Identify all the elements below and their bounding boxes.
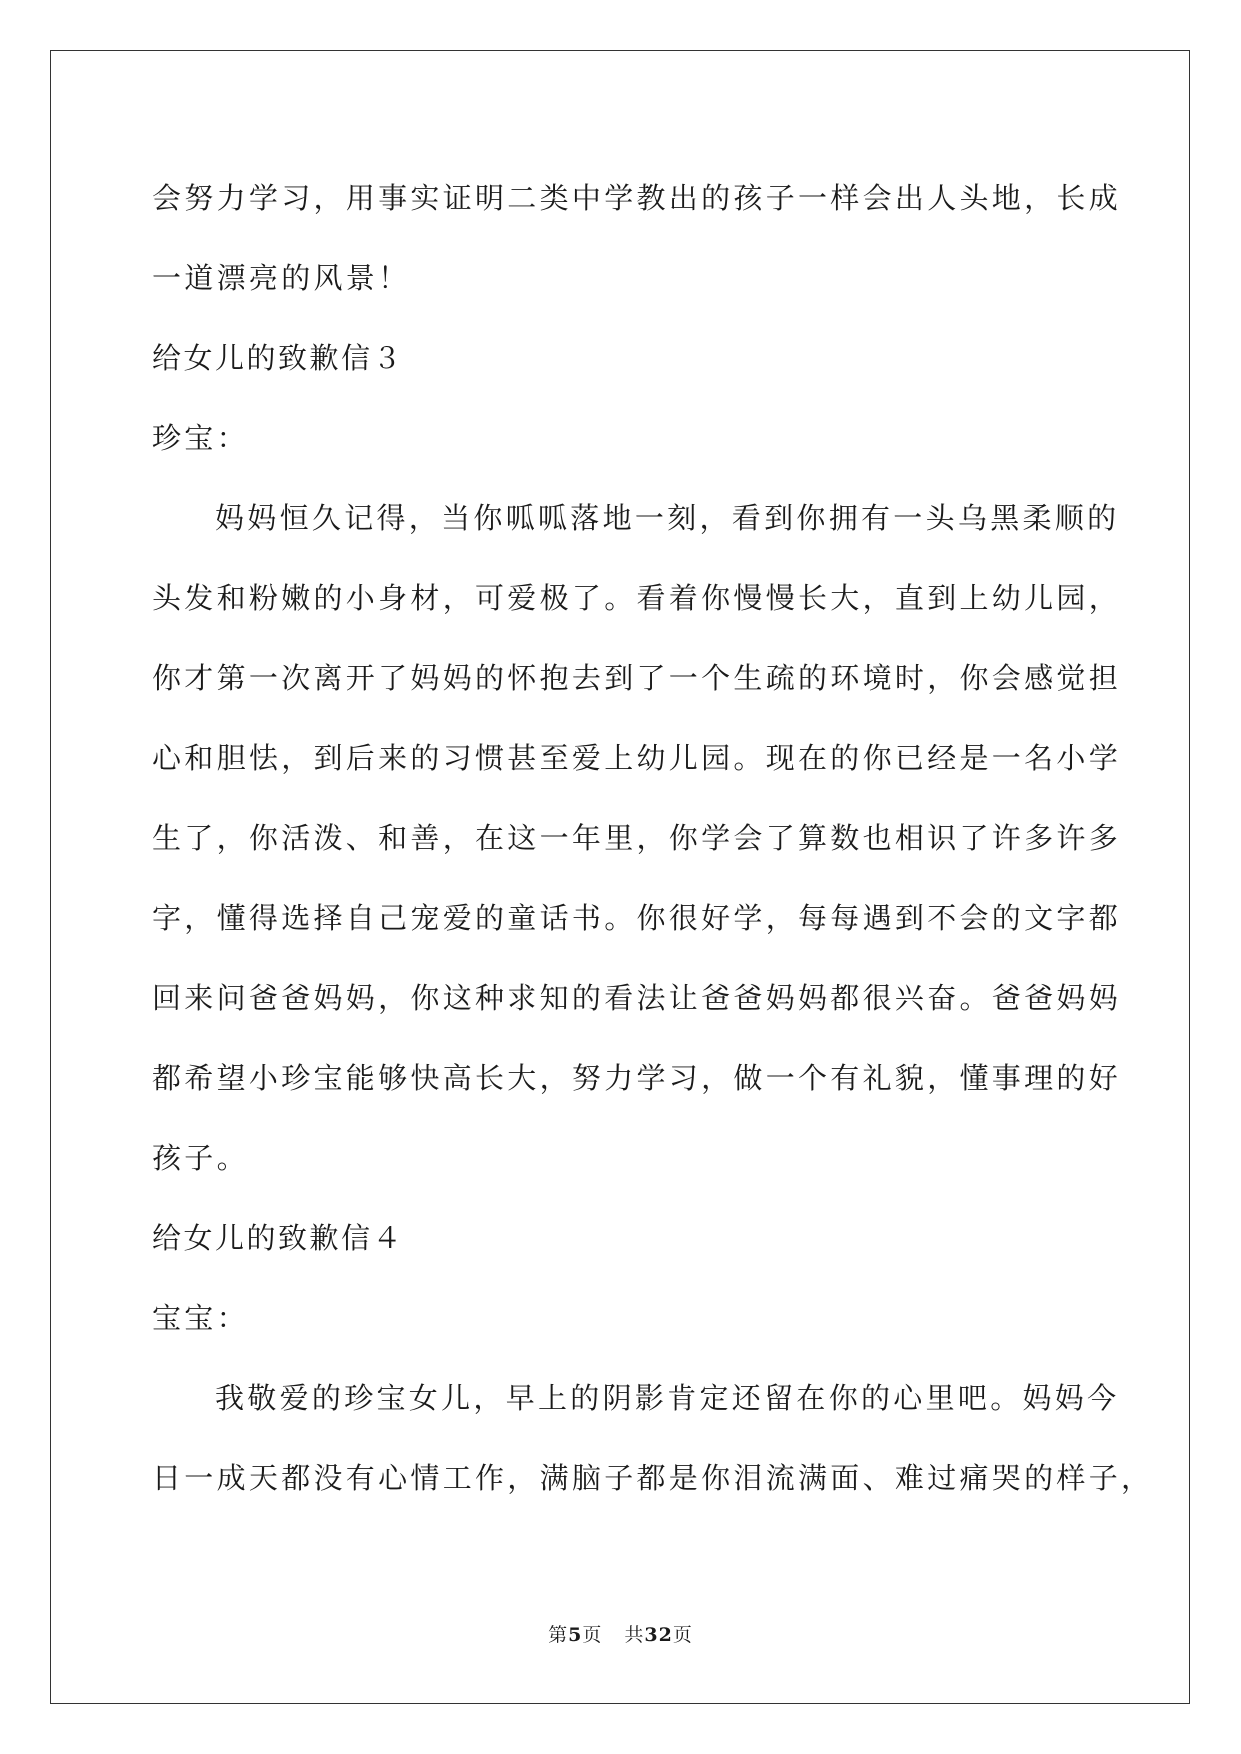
text-line: 日一成天都没有心情工作，满脑子都是你泪流满面、难过痛哭的样子， — [152, 1461, 1154, 1495]
text-line: 头发和粉嫩的小身材，可爱极了。看着你慢慢长大，直到上幼儿园， — [152, 581, 1122, 615]
salutation: 宝宝： — [152, 1301, 249, 1335]
text-line: 都希望小珍宝能够快高长大，努力学习，做一个有礼貌，懂事理的好 — [152, 1061, 1122, 1095]
page-number: 5 — [568, 1624, 583, 1646]
total-prefix: 共 — [624, 1624, 645, 1646]
total-suffix: 页 — [672, 1624, 693, 1646]
paragraph-first-line: 我敬爱的珍宝女儿，早上的阴影肯定还留在你的心里吧。妈妈今 — [215, 1381, 1120, 1415]
text-line: 字，懂得选择自己宠爱的童话书。你很好学，每每遇到不会的文字都 — [152, 901, 1122, 935]
page-suffix: 页 — [582, 1624, 603, 1646]
total-pages: 32 — [644, 1624, 673, 1646]
section-heading: 给女儿的致歉信３ — [152, 341, 405, 375]
paragraph-first-line: 妈妈恒久记得，当你呱呱落地一刻，看到你拥有一头乌黑柔顺的 — [215, 501, 1120, 535]
text-line: 生了，你活泼、和善，在这一年里，你学会了算数也相识了许多许多 — [152, 821, 1122, 855]
text-line: 心和胆怯，到后来的习惯甚至爱上幼儿园。现在的你已经是一名小学 — [152, 741, 1122, 775]
text-line: 你才第一次离开了妈妈的怀抱去到了一个生疏的环境时，你会感觉担 — [152, 661, 1122, 695]
text-line: 孩子。 — [152, 1141, 249, 1175]
text-line: 会努力学习，用事实证明二类中学教出的孩子一样会出人头地，长成 — [152, 181, 1122, 215]
page-footer — [0, 1620, 1241, 1647]
document-body — [152, 158, 1154, 1518]
section-heading: 给女儿的致歉信４ — [152, 1221, 405, 1255]
salutation: 珍宝： — [152, 421, 249, 455]
text-line: 一道漂亮的风景！ — [152, 261, 411, 295]
page-prefix: 第 — [548, 1624, 569, 1646]
text-line: 回来问爸爸妈妈，你这种求知的看法让爸爸妈妈都很兴奋。爸爸妈妈 — [152, 981, 1122, 1015]
